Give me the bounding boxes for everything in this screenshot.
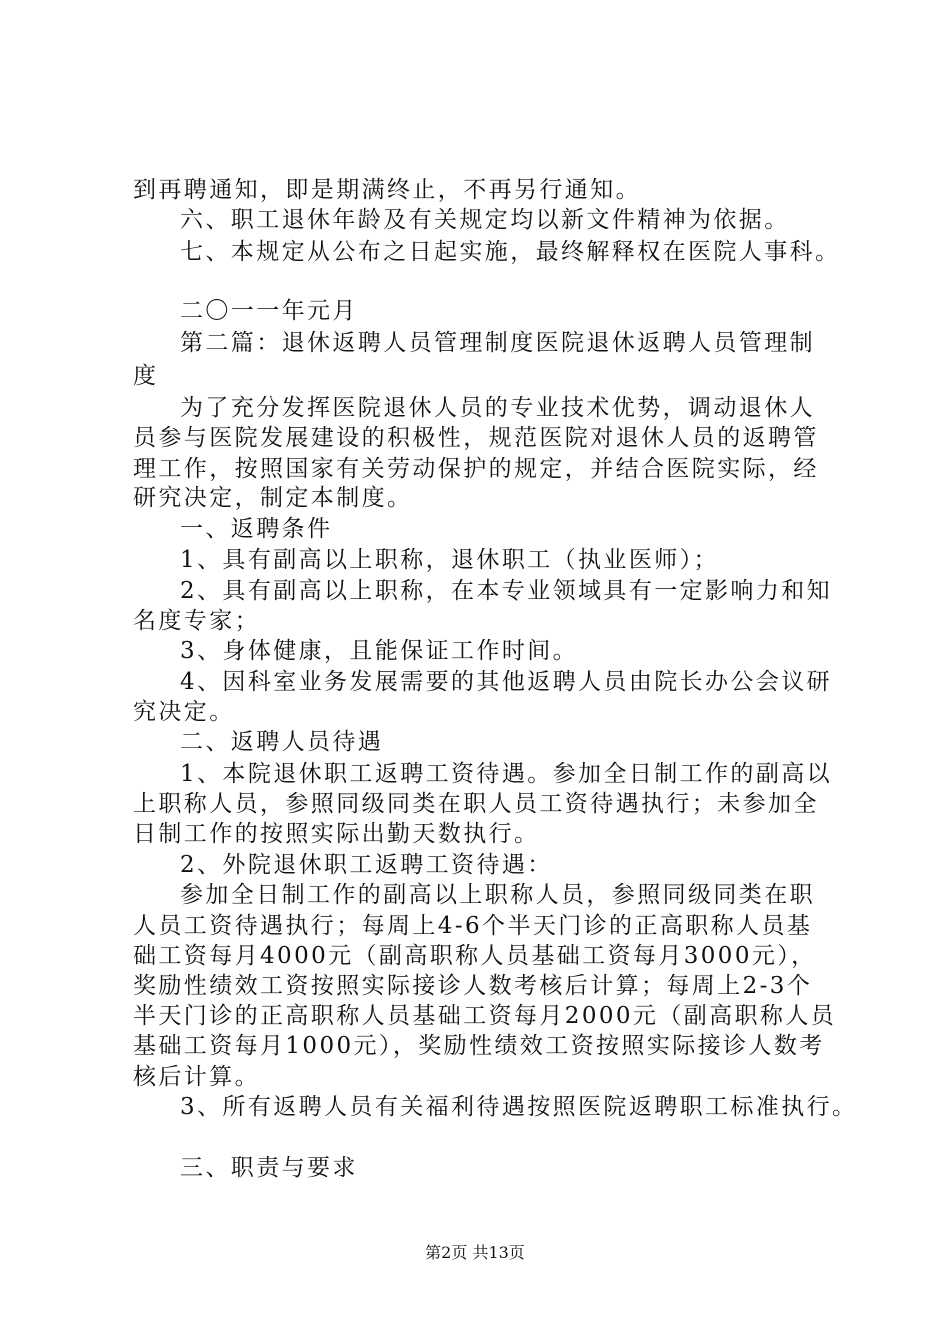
paragraph-line: 研究决定，制定本制度。: [133, 485, 413, 511]
section-title: 第二篇：退休返聘人员管理制度医院退休返聘人员管理制: [180, 330, 815, 356]
paragraph-line: 理工作，按照国家有关劳动保护的规定，并结合医院实际，经: [133, 456, 819, 482]
text-line: 到再聘通知，即是期满终止，不再另行通知。: [133, 177, 641, 203]
paragraph-line: 半天门诊的正高职称人员基础工资每月2000元（副高职称人员: [133, 1003, 837, 1029]
list-item: 3、所有返聘人员有关福利待遇按照医院返聘职工标准执行。: [180, 1094, 858, 1120]
list-item: 2、外院退休职工返聘工资待遇：: [180, 852, 553, 878]
list-item: 1、本院退休职工返聘工资待遇。参加全日制工作的副高以: [180, 761, 833, 787]
heading-line: 三、职责与要求: [180, 1155, 358, 1181]
list-item: 4、因科室业务发展需要的其他返聘人员由院长办公会议研: [180, 669, 833, 695]
heading-line: 一、返聘条件: [180, 516, 333, 542]
list-item: 名度专家；: [133, 608, 260, 634]
list-item: 1、具有副高以上职称，退休职工（执业医师）；: [180, 547, 719, 573]
paragraph-line: 础工资每月4000元（副高职称人员基础工资每月3000元），: [133, 943, 817, 969]
text-line: 七、本规定从公布之日起实施，最终解释权在医院人事科。: [180, 239, 841, 265]
paragraph-line: 基础工资每月1000元），奖励性绩效工资按照实际接诊人数考: [133, 1033, 825, 1059]
paragraph-line: 奖励性绩效工资按照实际接诊人数考核后计算；每周上2-3个: [133, 973, 813, 999]
heading-line: 二、返聘人员待遇: [180, 729, 384, 755]
paragraph-line: 为了充分发挥医院退休人员的专业技术优势，调动退休人: [180, 395, 815, 421]
list-item: 日制工作的按照实际出勤天数执行。: [133, 821, 540, 847]
page-number: 第2页 共13页: [425, 1243, 525, 1262]
list-item: 3、身体健康，且能保证工作时间。: [180, 638, 579, 664]
paragraph-line: 人员工资待遇执行；每周上4-6个半天门诊的正高职称人员基: [133, 913, 813, 939]
section-title: 度: [133, 363, 159, 389]
text-line: 六、职工退休年龄及有关规定均以新文件精神为依据。: [180, 207, 790, 233]
list-item: 上职称人员，参照同级同类在职人员工资待遇执行；未参加全: [133, 791, 819, 817]
list-item: 2、具有副高以上职称，在本专业领域具有一定影响力和知: [180, 578, 833, 604]
paragraph-line: 员参与医院发展建设的积极性，规范医院对退休人员的返聘管: [133, 425, 819, 451]
date-line: 二〇一一年元月: [180, 298, 358, 324]
list-item: 究决定。: [133, 699, 235, 725]
paragraph-line: 核后计算。: [133, 1064, 260, 1090]
paragraph-line: 参加全日制工作的副高以上职称人员，参照同级同类在职: [180, 882, 815, 908]
